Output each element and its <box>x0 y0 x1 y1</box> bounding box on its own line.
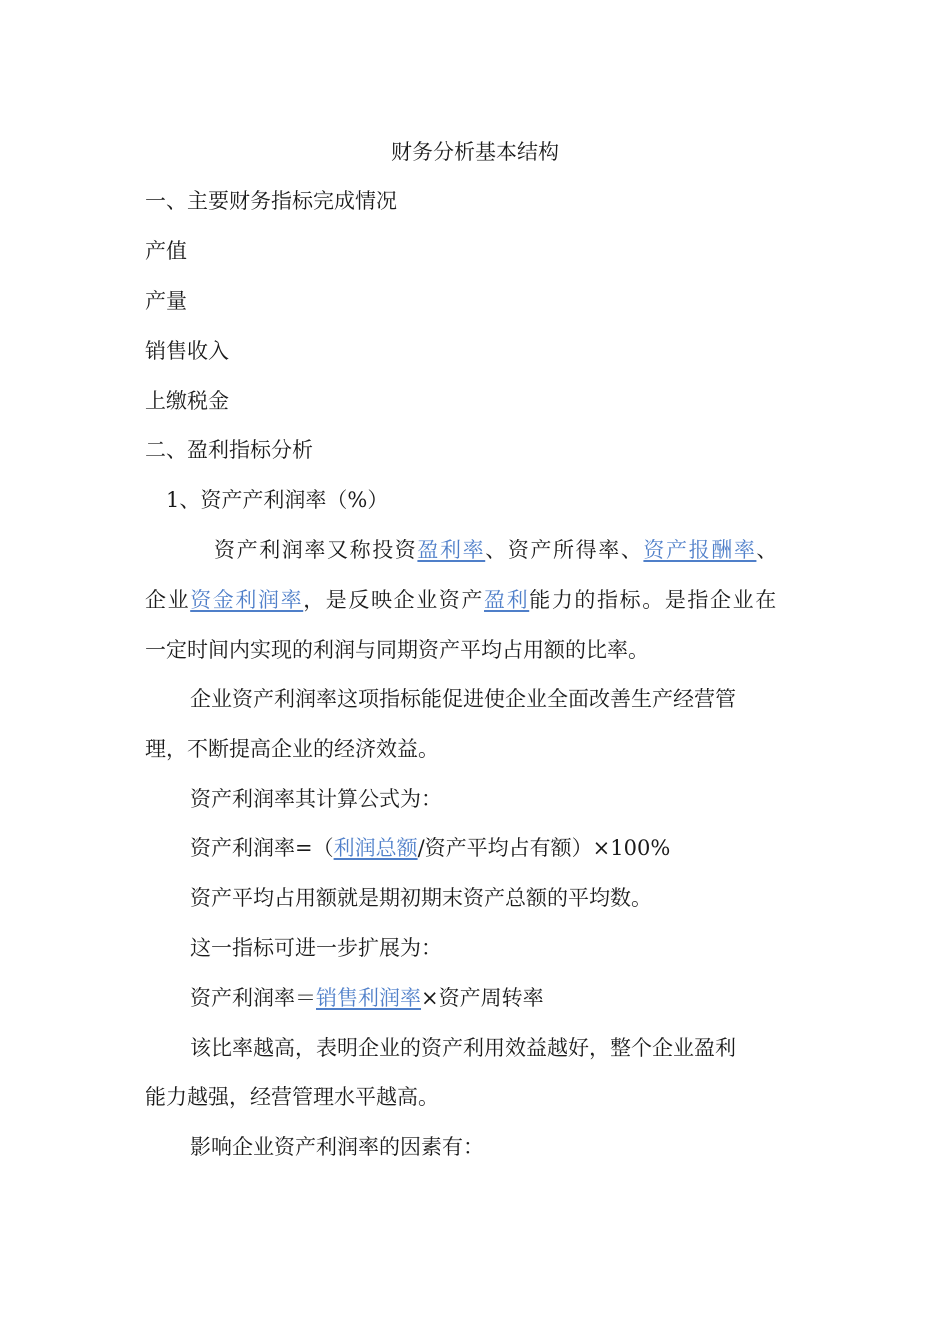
link-profit[interactable]: 盈利 <box>484 588 530 612</box>
indicator-item: 上缴税金 <box>145 389 229 413</box>
indicator-item: 产值 <box>145 239 187 263</box>
subsection-heading: 1、资产产利润率（%） <box>166 488 389 512</box>
link-total-profit[interactable]: 利润总额 <box>333 836 418 860</box>
link-capital-profit-rate[interactable]: 资金利润率 <box>190 588 304 612</box>
paragraph-line: 这一指标可进一步扩展为： <box>190 936 442 960</box>
paragraph-line: 一定时间内实现的利润与同期资产平均占用额的比率。 <box>145 638 649 662</box>
paragraph-line: 理，不断提高企业的经济效益。 <box>145 737 439 761</box>
paragraph-line: 该比率越高，表明企业的资产利用效益越好，整个企业盈利 <box>190 1036 736 1060</box>
paragraph-line: 资产利润率其计算公式为： <box>190 787 442 811</box>
paragraph-line: 影响企业资产利润率的因素有： <box>190 1135 484 1159</box>
text-span: 、 <box>756 538 780 562</box>
text-span: 资产利润率=（ <box>190 836 334 860</box>
link-sales-profit-rate[interactable]: 销售利润率 <box>316 986 421 1010</box>
formula-line <box>190 984 815 1012</box>
link-profit-rate[interactable]: 盈利率 <box>417 538 486 562</box>
paragraph-line: 资产平均占用额就是期初期末资产总额的平均数。 <box>190 886 652 910</box>
paragraph-line <box>214 536 814 564</box>
text-span: 资产利润率又称投资 <box>214 538 418 562</box>
text-span: /资产平均占有额）×100% <box>417 836 671 860</box>
text-span: ×资产周转率 <box>421 986 544 1010</box>
text-span: 能力的指标。是指企业在 <box>529 588 778 612</box>
text-span: 、资产所得率、 <box>485 538 644 562</box>
text-span: ，是反映企业资产 <box>303 588 485 612</box>
section-heading-2: 二、盈利指标分析 <box>145 438 313 462</box>
section-heading-1: 一、主要财务指标完成情况 <box>145 189 397 213</box>
link-asset-return-rate[interactable]: 资产报酬率 <box>643 538 757 562</box>
paragraph-line: 能力越强，经营管理水平越高。 <box>145 1085 439 1109</box>
indicator-item: 产量 <box>145 289 187 313</box>
formula-line <box>190 834 815 862</box>
text-span: 资产利润率＝ <box>190 986 316 1010</box>
paragraph-line: 企业资产利润率这项指标能促进使企业全面改善生产经营管 <box>190 687 736 711</box>
text-span: 企业 <box>145 588 191 612</box>
document-title: 财务分析基本结构 <box>391 140 559 164</box>
paragraph-line <box>145 586 815 614</box>
indicator-item: 销售收入 <box>145 339 229 363</box>
